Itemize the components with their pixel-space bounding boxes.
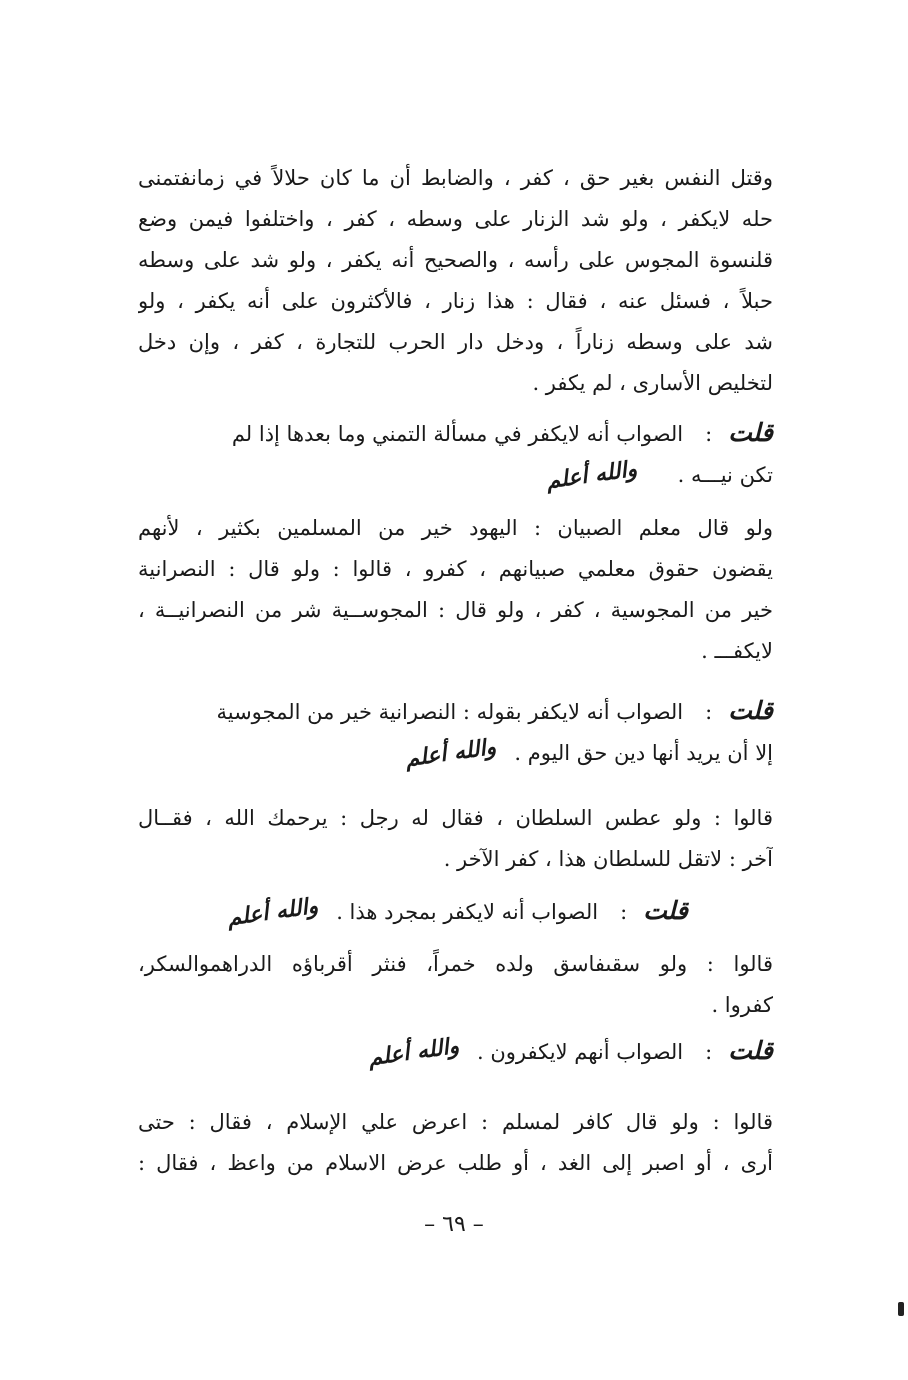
note-4: قلت:الصواب أنهم لايكفرون .والله أعلم: [138, 1030, 773, 1073]
note-text: الصواب أنهم لايكفرون .: [477, 1040, 684, 1064]
text-line: وقتل النفس بغير حق ، كفر ، والضابط أن ما كان حلالاً في زمانفتمنى: [138, 166, 773, 190]
text-line: يقضون حقوق معلمي صبيانهم ، كفرو ، قالوا : ولو قال : النصرانية: [138, 557, 773, 581]
note-text: الصواب أنه لايكفر بمجرد هذا .: [336, 900, 599, 924]
text-line: لايكفـــ .: [701, 639, 773, 663]
paragraph-4: [138, 944, 773, 1026]
text-line: لتخليص الأسارى ، لم يكفر .: [532, 371, 773, 395]
text-line: ولو قال معلم الصبيان : اليهود خير من المسلمين بكثير ، لأنهم: [138, 516, 773, 540]
note-text: الصواب أنه لايكفر في مسألة التمني وما بعدها إذا لم: [231, 422, 684, 446]
note-text: تكن نيـــه .: [677, 463, 773, 487]
paragraph-1: [138, 158, 773, 404]
text-line: قالوا : ولو قال كافر لمسلم : اعرض علي الإسلام ، فقال : حتى: [138, 1110, 773, 1134]
paragraph-3: [138, 798, 773, 880]
qult-label: قلت: [728, 696, 773, 725]
wallahu-alam: والله أعلم: [225, 892, 320, 932]
page-number: – ٦٩ –: [424, 1212, 484, 1237]
wallahu-alam: والله أعلم: [544, 455, 639, 495]
text-line: قلنسوة المجوس على رأسه ، والصحيح أنه يكفر ، ولو شد على وسطه: [138, 248, 773, 272]
note-1: قلت:الصواب أنه لايكفر في مسألة التمني وما بعدها إذا لم تكن نيـــه .والله أعلم: [138, 412, 773, 496]
wallahu-alam: والله أعلم: [403, 733, 498, 773]
text-line: أرى ، أو اصبر إلى الغد ، أو طلب عرض الاسلام من واعظ ، فقال :: [138, 1151, 773, 1175]
text-line: آخر : لاتقل للسلطان هذا ، كفر الآخر .: [443, 847, 773, 871]
paragraph-5: [138, 1102, 773, 1184]
qult-label: قلت: [728, 1036, 773, 1065]
qult-label: قلت: [728, 418, 773, 447]
text-line: قالوا : ولو عطس السلطان ، فقال له رجل : يرحمك الله ، فقــال: [138, 806, 773, 830]
text-line: حبلاً ، فسئل عنه ، فقال : هذا زنار ، فالأكثرون على أنه يكفر ، ولو: [138, 289, 773, 313]
text-line: شد على وسطه زناراً ، ودخل دار الحرب للتجارة ، كفر ، وإن دخل: [138, 330, 773, 354]
note-3: قلت:الصواب أنه لايكفر بمجرد هذا .والله أعلم: [138, 890, 688, 933]
note-2: قلت:الصواب أنه لايكفر بقوله : النصرانية خير من المجوسية إلا أن يريد أنها دين حق اليوم .والله أعلم: [138, 690, 773, 774]
text-line: حله لايكفر ، ولو شد الزنار على وسطه ، كفر ، واختلفوا فيمن وضع: [138, 207, 773, 231]
note-text: إلا أن يريد أنها دين حق اليوم .: [514, 741, 773, 765]
text-line: كفروا .: [711, 993, 773, 1017]
wallahu-alam: والله أعلم: [366, 1032, 461, 1072]
scan-mark: [898, 1302, 904, 1316]
text-line: قالوا : ولو سقىفاسق ولده خمراً، فنثر أقرباؤه الدراهموالسكر،: [138, 952, 773, 976]
note-text: الصواب أنه لايكفر بقوله : النصرانية خير من المجوسية: [216, 700, 684, 724]
text-line: خير من المجوسية ، كفر ، ولو قال : المجوســية شر من النصرانيــة ،: [138, 598, 773, 622]
paragraph-2: [138, 508, 773, 672]
qult-label: قلت: [643, 896, 688, 925]
